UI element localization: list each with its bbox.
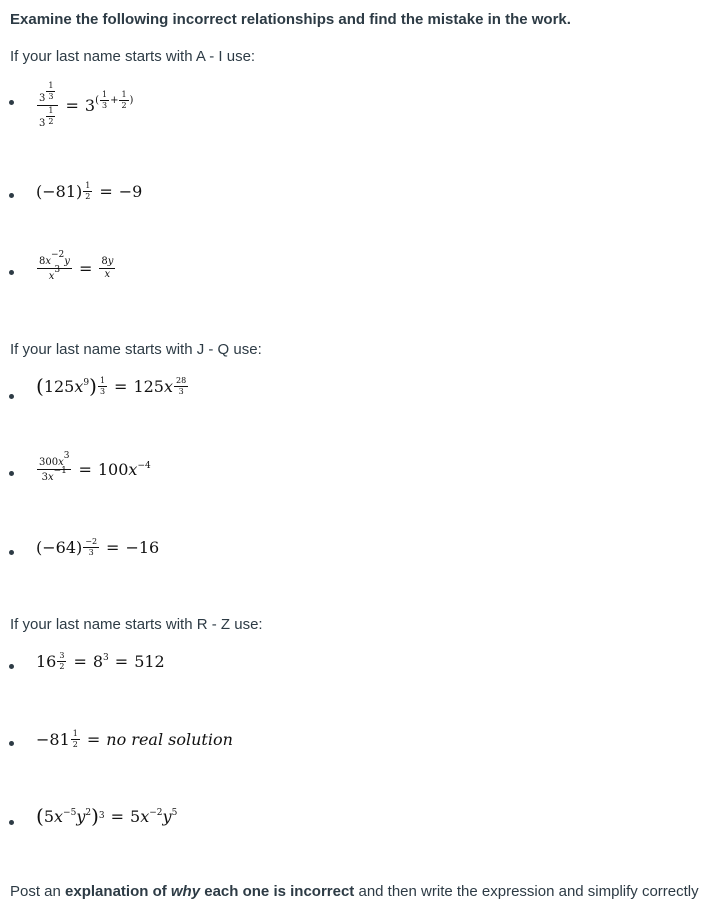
bullet bbox=[9, 471, 14, 476]
equation-a3: $\frac{8x^{-2}y}{x^3}$ = $\frac{8y}{x}$ bbox=[39, 250, 114, 282]
bullet bbox=[9, 820, 14, 825]
instructions-part-2: explanation of bbox=[65, 883, 171, 900]
bullet bbox=[9, 270, 14, 275]
instructions-part-4: each one is incorrect bbox=[200, 883, 355, 900]
group-r-z-intro: If your last name starts with R - Z use: bbox=[10, 616, 263, 633]
equation-r3: ( $5x^{-5}y^2$ ) 3 = $5x^{-2}y^5$ bbox=[36, 804, 178, 828]
group-a-i-intro: If your last name starts with A - I use: bbox=[10, 48, 256, 65]
equation-r1: 16 $\frac{3}{2}$ = $8^3$ = 512 bbox=[36, 651, 165, 671]
bullet bbox=[9, 741, 14, 746]
equation-r2: −81 $\frac{1}{2}$ = no real solution bbox=[36, 729, 233, 749]
instructions-part-1: Post an bbox=[10, 883, 66, 900]
bullet bbox=[9, 664, 14, 669]
bullet bbox=[9, 394, 14, 399]
equation-j3: (−64) $\frac{-2}{3}$ = −16 bbox=[36, 537, 160, 557]
instructions-part-3: why bbox=[170, 883, 201, 900]
page-title: Examine the following incorrect relationships and find the mistake in the work. bbox=[10, 11, 571, 28]
equation-a1: 3 $^{\frac{1}{3}}$ 3 $^{\frac{1}{2}}$ = 3 ( $\frac{1}{3}$ + $\frac{1}{2}$ ) bbox=[39, 81, 134, 129]
group-j-q-intro: If your last name starts with J - Q use: bbox=[10, 341, 262, 358]
instructions-part-5: and then write the expression and simplify correctly bbox=[354, 883, 699, 900]
bullet bbox=[9, 100, 14, 105]
equation-a2: (−81) $\frac{1}{2}$ = −9 bbox=[36, 181, 143, 201]
bullet bbox=[9, 193, 14, 198]
equation-j1: ( $125x^9$ ) $\frac{1}{3}$ = 125x $\frac{28}{3}$ bbox=[36, 374, 187, 398]
instructions bbox=[10, 883, 699, 900]
bullet bbox=[9, 550, 14, 555]
equation-j2: $\frac{300x^3}{3x^{-1}}$ = $100x^{-4}$ bbox=[39, 451, 151, 483]
